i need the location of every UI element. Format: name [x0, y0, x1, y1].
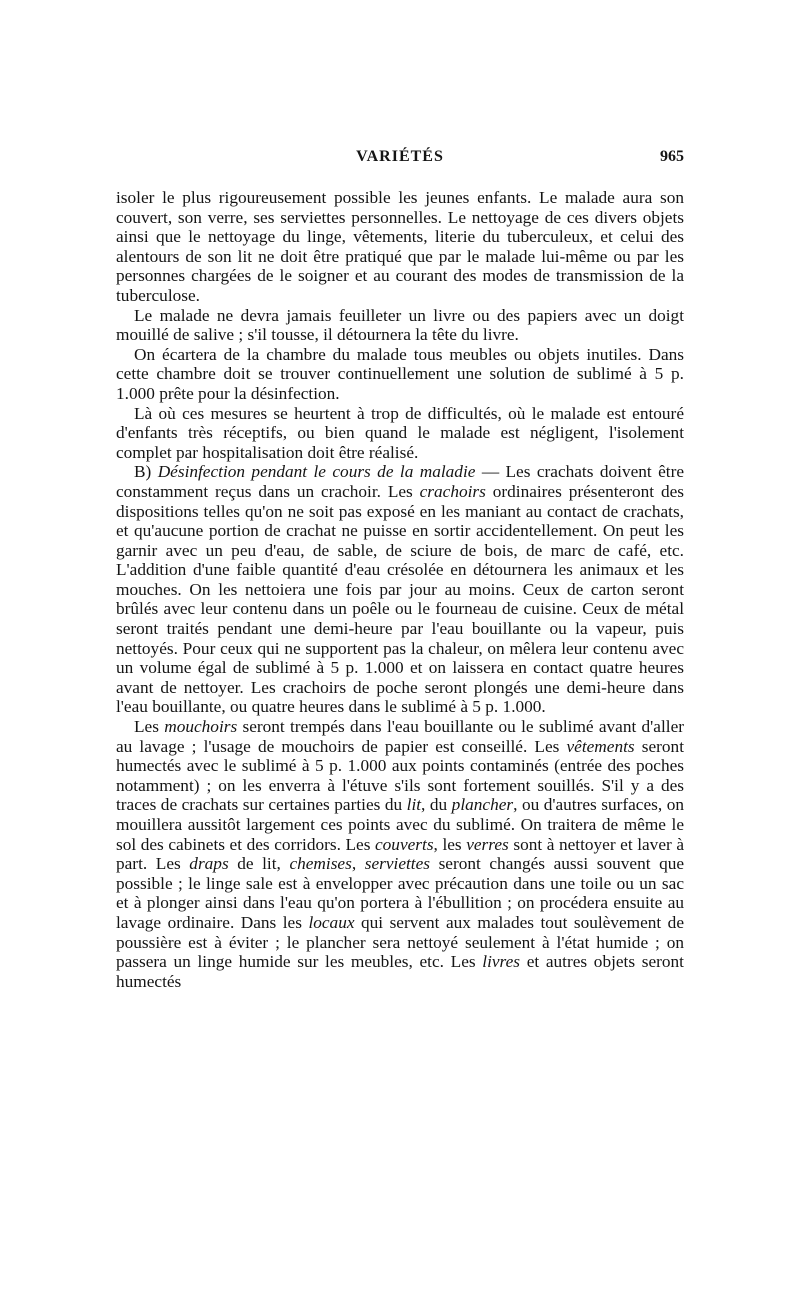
text-run: , ou d'autres surfaces, on mouillera aussitôt largement ces points avec du sublimé. On traitera de même le sol des cabinets et des corridors. Les [116, 795, 684, 854]
paragraph-mouchoirs-linge [116, 717, 684, 991]
section-heading: Désinfection pendant le cours de la maladie [157, 462, 476, 482]
running-title: VARIÉTÉS [356, 148, 444, 165]
paragraph-isolement: isoler le plus rigoureusement possible les jeunes enfants. Le malade aura son couvert, son verre, ses serviettes personnelles. Le nettoyage de ces divers objets ainsi que le nettoyage du linge, vêtements, literie du tuberculeux, et celui des alentours de son lit ne doit être pratiqué que par le malade lui-même ou par les personnes chargées de le soigner et au courant des modes de transmission de la tuberculose. [116, 188, 684, 305]
text-run: , les [433, 834, 467, 854]
text-run: de lit, [228, 854, 290, 874]
text-run: et autres objets seront humectés [116, 952, 684, 991]
term-locaux: locaux [308, 912, 355, 932]
text-run: ordinaires présenteront des dispositions telles qu'on ne soit pas exposé en les maniant au contact de crachats, et qu'aucune portion de crachat ne puisse en sortir accidentellement. On peut les garnir avec un peu d'eau, de sable, de sciure de bois, de marc de café, etc. L'addition d'une faible quantité d'eau crésolée en détournera les animaux et les mouches. On les nettoiera une fois par jour au moins. Ceux de carton seront brûlés avec leur contenu dans un poêle ou le fourneau de cuisine. Ceux de métal seront traités pendant une demi-heure par l'eau bouillante ou la vapeur, puis nettoyés. Pour ceux qui ne supportent pas la chaleur, on mêlera leur contenu avec un volume égal de sublimé à 5 p. 1.000 et on laissera en contact quatre heures avant de nettoyer. Les crachoirs de poche seront plongés une demi-heure dans l'eau bouillante, ou quatre heures dans le sublimé à 5 p. 1.000. [116, 481, 684, 717]
paragraph-chambre: On écartera de la chambre du malade tous meubles ou objets inutiles. Dans cette chambre doit se trouver continuellement une solution de sublimé à 5 p. 1.000 prête pour la désinfection. [116, 344, 684, 403]
term-mouchoirs: mouchoirs [164, 717, 238, 737]
text-run: , [351, 854, 365, 874]
term-draps: draps [189, 854, 229, 874]
paragraph-hospitalisation: Là où ces mesures se heurtent à trop de difficultés, où le malade est entouré d'enfants très réceptifs, ou bien quand le malade est négligent, l'isolement complet par hospitalisation doit être réalisé. [116, 403, 684, 462]
text-run: — Les crachats doivent être constamment reçus dans un crachoir. Les [116, 462, 684, 501]
page-number: 965 [660, 148, 684, 165]
term-crachoirs: crachoirs [419, 481, 486, 501]
text-run: qui servent aux malades tout soulèvement de poussière est à éviter ; le plancher sera nettoyé seulement à l'état humide ; on passera un linge humide sur les meubles, etc. Les [116, 912, 684, 972]
body-text [116, 188, 684, 991]
text-run: , du [421, 795, 452, 815]
paragraph-desinfection-crachats [116, 462, 684, 717]
term-verres: verres [466, 834, 509, 854]
term-vetements: vêtements [566, 736, 635, 756]
paragraph-livre: Le malade ne devra jamais feuilleter un livre ou des papiers avec un doigt mouillé de salive ; s'il tousse, il détournera la tête du livre. [116, 305, 684, 345]
term-couverts: couverts [375, 834, 434, 854]
section-letter: B) [134, 462, 158, 482]
term-plancher: plancher [451, 795, 514, 815]
term-serviettes: serviettes [364, 854, 430, 874]
text-run: Les [134, 717, 165, 737]
term-lit: lit [406, 795, 422, 815]
text-run: seront trempés dans l'eau bouillante ou le sublimé avant d'aller au lavage ; l'usage de mouchoirs de papier est conseillé. Les [116, 717, 684, 756]
text-run: seront humectés avec le sublimé à 5 p. 1.000 aux points contaminés (entrée des poches notamment) ; on les enverra à l'étuve s'ils sont fortement souillés. S'il y a des traces de crachats sur certaines parties du [116, 736, 684, 815]
text-run: sont à nettoyer et laver à part. Les [116, 834, 684, 874]
term-livres: livres [482, 952, 521, 972]
term-chemises: chemises [289, 854, 352, 874]
text-run: seront changés aussi souvent que possible ; le linge sale est à envelopper avec précaution dans une toile ou un sac et à plonger ainsi dans l'eau qu'on portera à l'ébullition ; on procédera ensuite au lavage ordinaire. Dans les [116, 854, 685, 932]
